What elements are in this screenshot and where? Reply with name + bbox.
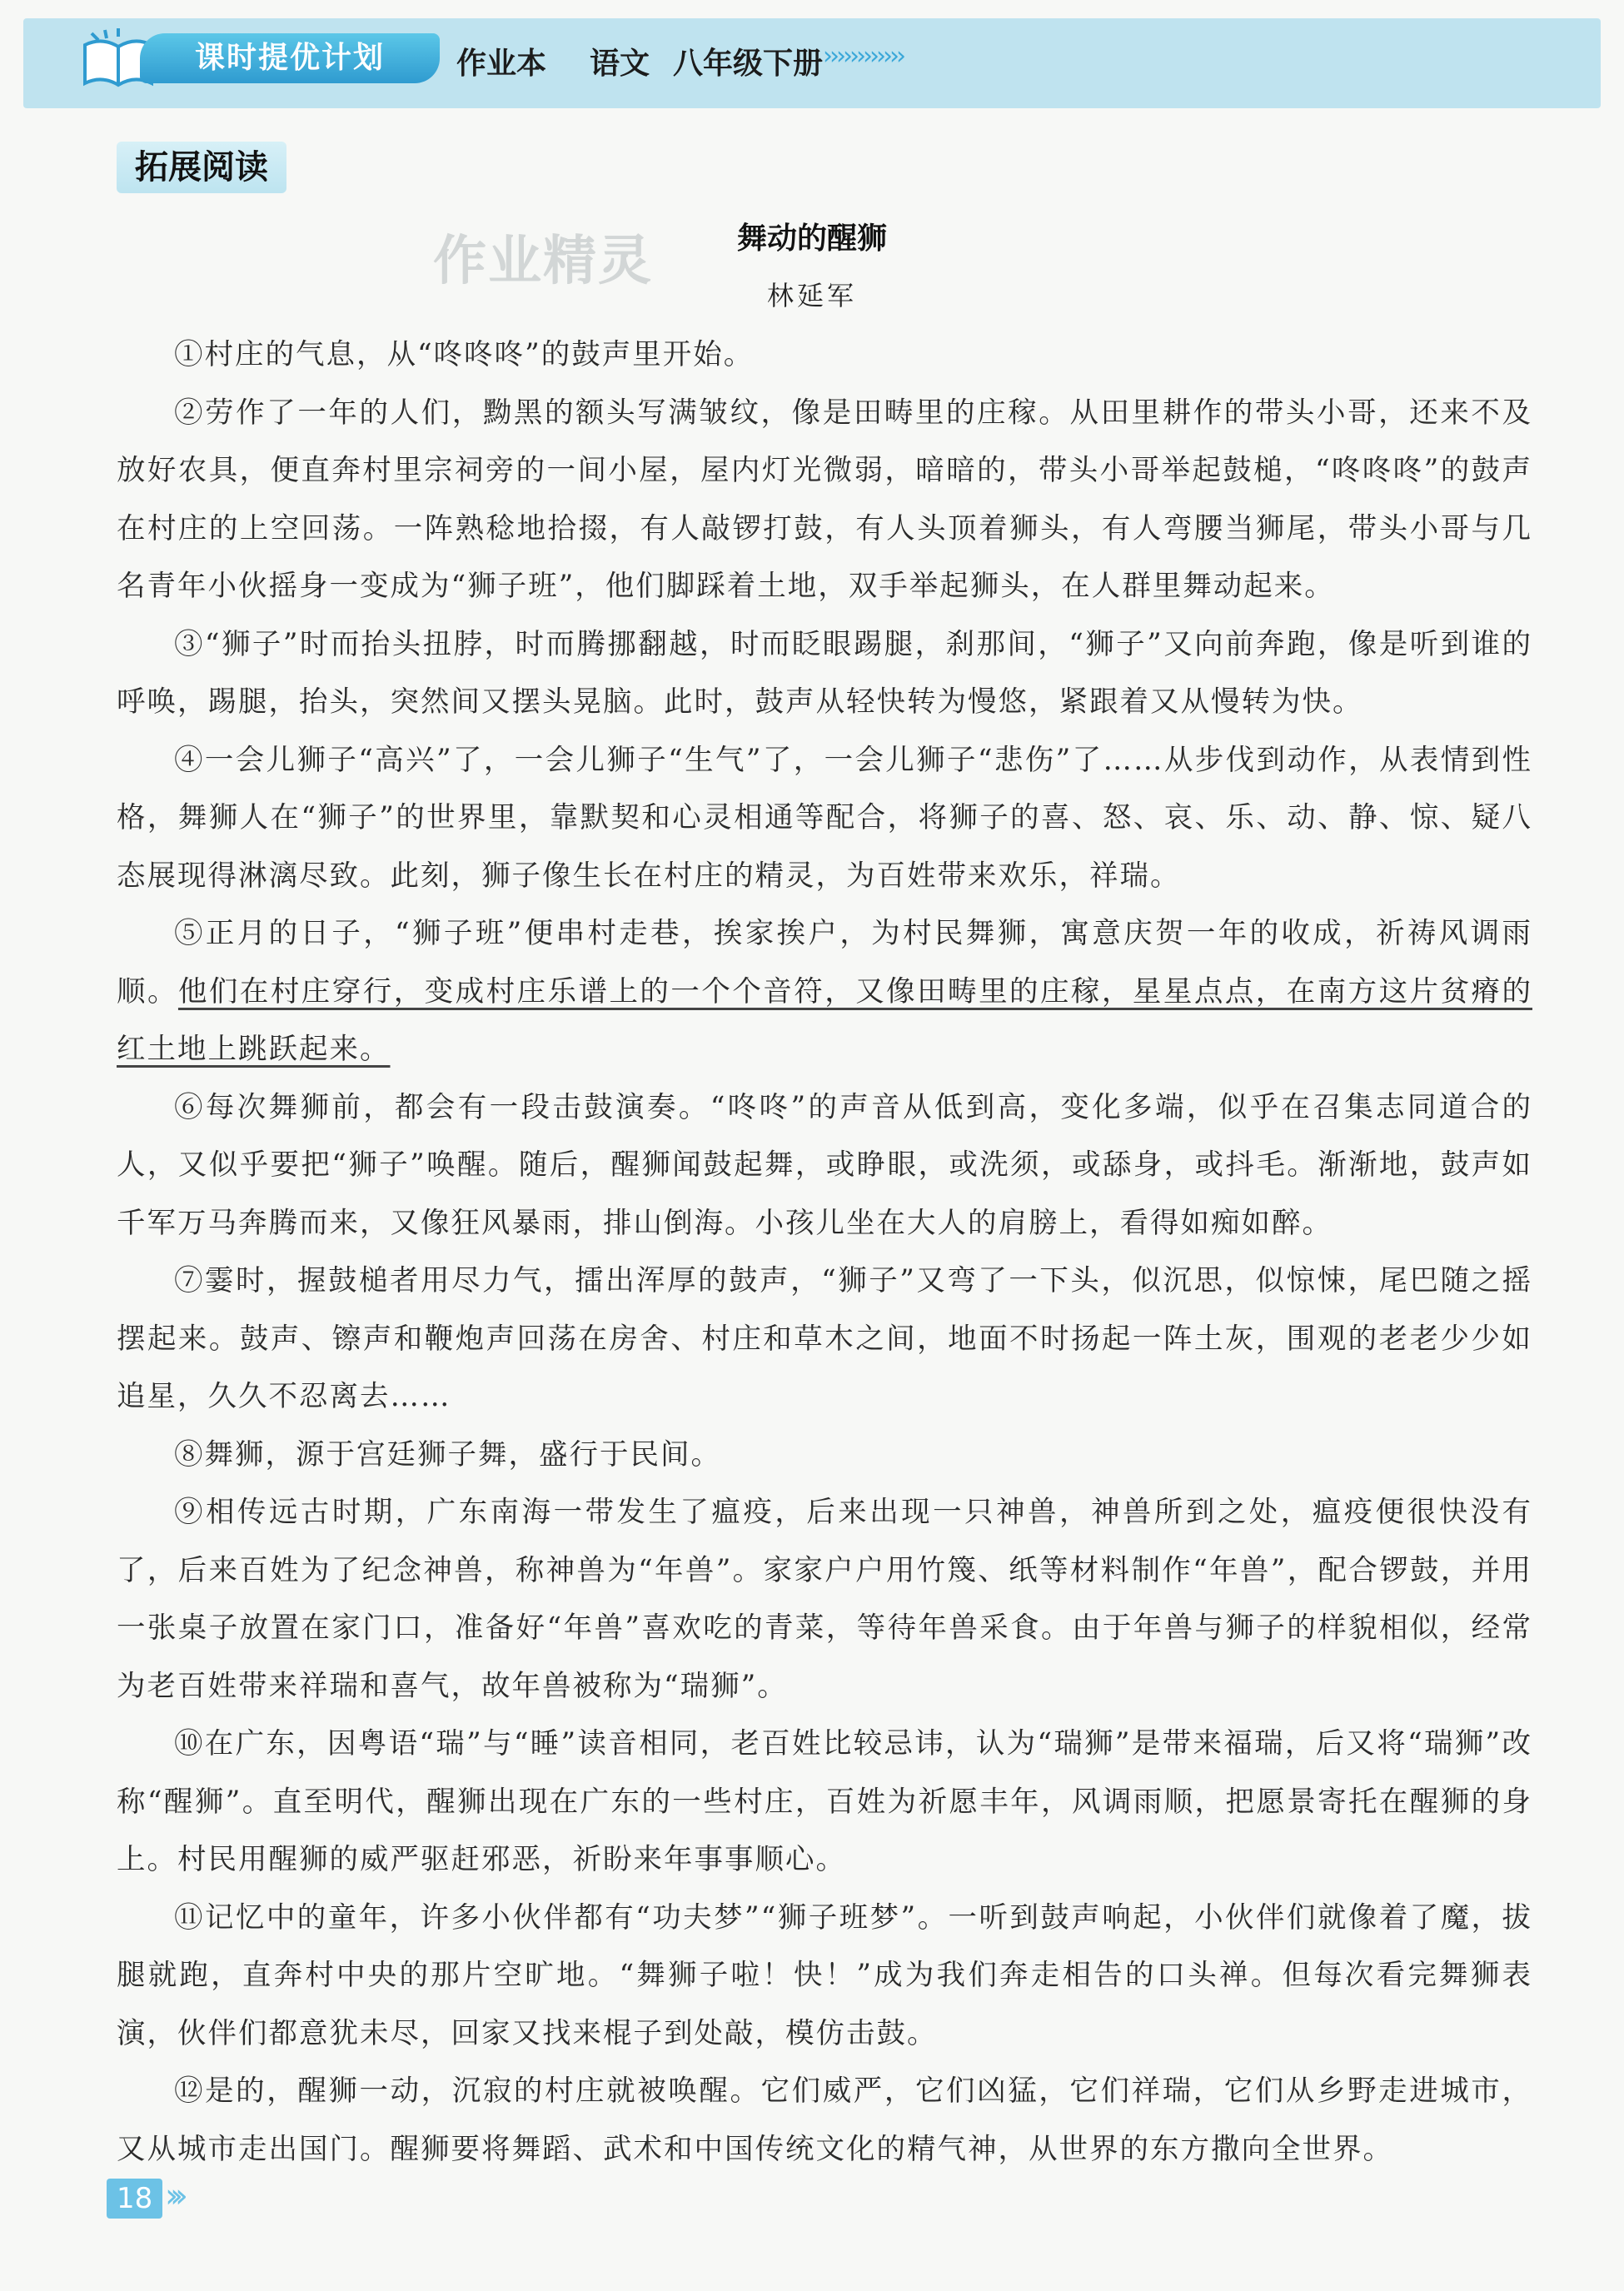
series-brand: 课时提优计划: [140, 33, 440, 83]
paragraph-10: ⑩在广东，因粤语“瑞”与“睡”读音相同，老百姓比较忌讳，认为“瑞狮”是带来福瑞，后又将“瑞狮”改称“醒狮”。直至明代，醒狮出现在广东的一些村庄，百姓为祈愿丰年，风调雨顺，把愿景寄托在醒狮的身上。村民用醒狮的威严驱赶邪恶，祈盼来年事事顺心。: [117, 1727, 1532, 1876]
article-title: 舞动的醒狮: [736, 221, 887, 256]
underlined-sentence: 他们在村庄穿行，变成村庄乐谱上的一个个音符，又像田畴里的庄稼，星星点点，在南方这片贫瘠的红土地上跳跃起来。: [117, 974, 1532, 1066]
paragraph-7: ⑦霎时，握鼓槌者用尽力气，擂出浑厚的鼓声，“狮子”又弯了一下头，似沉思，似惊悚，尾巴随之摇摆起来。鼓声、镲声和鞭炮声回荡在房舍、村庄和草木之间，地面不时扬起一阵土灰，围观的老老少少如追星，久久不忍离去……: [117, 1264, 1532, 1413]
article-author: 林延军: [766, 280, 857, 311]
book-type: 作业本: [456, 47, 547, 81]
paragraph-1: ①村庄的气息，从“咚咚咚”的鼓声里开始。: [174, 338, 755, 371]
paragraph-6: ⑥每次舞狮前，都会有一段击鼓演奏。“咚咚”的声音从低到高，变化多端，似乎在召集志同道合的人，又似乎要把“狮子”唤醒。随后，醒狮闻鼓起舞，或睁眼，或洗须，或舔身，或抖毛。渐渐地，鼓声如千军万马奔腾而来，又像狂风暴雨，排山倒海。小孩儿坐在大人的肩膀上，看得如痴如醉。: [117, 1090, 1532, 1240]
paragraph-3: ③“狮子”时而抬头扭脖，时而腾挪翻越，时而眨眼踢腿，刹那间，“狮子”又向前奔跑，像是听到谁的呼唤，踢腿，抬头，突然间又摆头晃脑。此时，鼓声从轻快转为慢悠，紧跟着又从慢转为快。: [117, 627, 1532, 719]
subject-label: 语文: [590, 47, 650, 81]
section-tag: 拓展阅读: [117, 142, 286, 193]
paragraph-8: ⑧舞狮，源于宫廷狮子舞，盛行于民间。: [174, 1437, 721, 1472]
paragraph-2: ②劳作了一年的人们，黝黑的额头写满皱纹，像是田畴里的庄稼。从田里耕作的带头小哥，还来不及放好农具，便直奔村里宗祠旁的一间小屋，屋内灯光微弱，暗暗的，带头小哥举起鼓槌，“咚咚咚”的鼓声在村庄的上空回荡。一阵熟稔地拾掇，有人敲锣打鼓，有人头顶着狮头，有人弯腰当狮尾，带头小哥与几名青年小伙摇身一变成为“狮子班”，他们脚踩着土地，双手举起狮头，在人群里舞动起来。: [117, 396, 1532, 603]
page-number: 18: [107, 2179, 162, 2219]
paragraph-5: [117, 905, 1532, 1079]
page-arrows-icon: ›››: [165, 2177, 180, 2215]
paragraph-12: ⑫是的，醒狮一动，沉寂的村庄就被唤醒。它们威严，它们凶猛，它们祥瑞，它们从乡野走进城市，又从城市走出国门。醒狮要将舞蹈、武术和中国传统文化的精气神，从世界的东方撒向全世界。: [117, 2074, 1532, 2166]
watermark: 作业精灵: [433, 231, 653, 292]
article-body: [117, 326, 1532, 2179]
page-header: [23, 18, 1601, 108]
paragraph-11: ⑪记忆中的童年，许多小伙伴都有“功夫梦”“狮子班梦”。一听到鼓声响起，小伙伴们就像着了魔，拔腿就跑，直奔村中央的那片空旷地。“舞狮子啦！快！”成为我们奔走相告的口头禅。但每次看完舞狮表演，伙伴们都意犹未尽，回家又找来棍子到处敲，模仿击鼓。: [117, 1900, 1532, 2050]
paragraph-9: ⑨相传远古时期，广东南海一带发生了瘟疫，后来出现一只神兽，神兽所到之处，瘟疫便很快没有了，后来百姓为了纪念神兽，称神兽为“年兽”。家家户户用竹篾、纸等材料制作“年兽”，配合锣鼓，并用一张桌子放置在家门口，准备好“年兽”喜欢吃的青菜，等待年兽采食。由于年兽与狮子的样貌相似，经常为老百姓带来祥瑞和喜气，故年兽被称为“瑞狮”。: [117, 1496, 1532, 1703]
paragraph-5-start: ⑤正月的日子，“狮子班”便串村走巷，挨家挨户，为村民舞狮，寓意庆贺一年的收成，祈祷风调雨顺。: [117, 917, 1532, 1009]
header-arrows-icon: ››››››››››››: [823, 42, 903, 71]
grade-label: 八年级下册: [673, 47, 824, 81]
paragraph-4: ④一会儿狮子“高兴”了，一会儿狮子“生气”了，一会儿狮子“悲伤”了……从步伐到动作，从表情到性格，舞狮人在“狮子”的世界里，靠默契和心灵相通等配合，将狮子的喜、怒、哀、乐、动、静、惊、疑八态展现得淋漓尽致。此刻，狮子像生长在村庄的精灵，为百姓带来欢乐，祥瑞。: [117, 743, 1532, 893]
